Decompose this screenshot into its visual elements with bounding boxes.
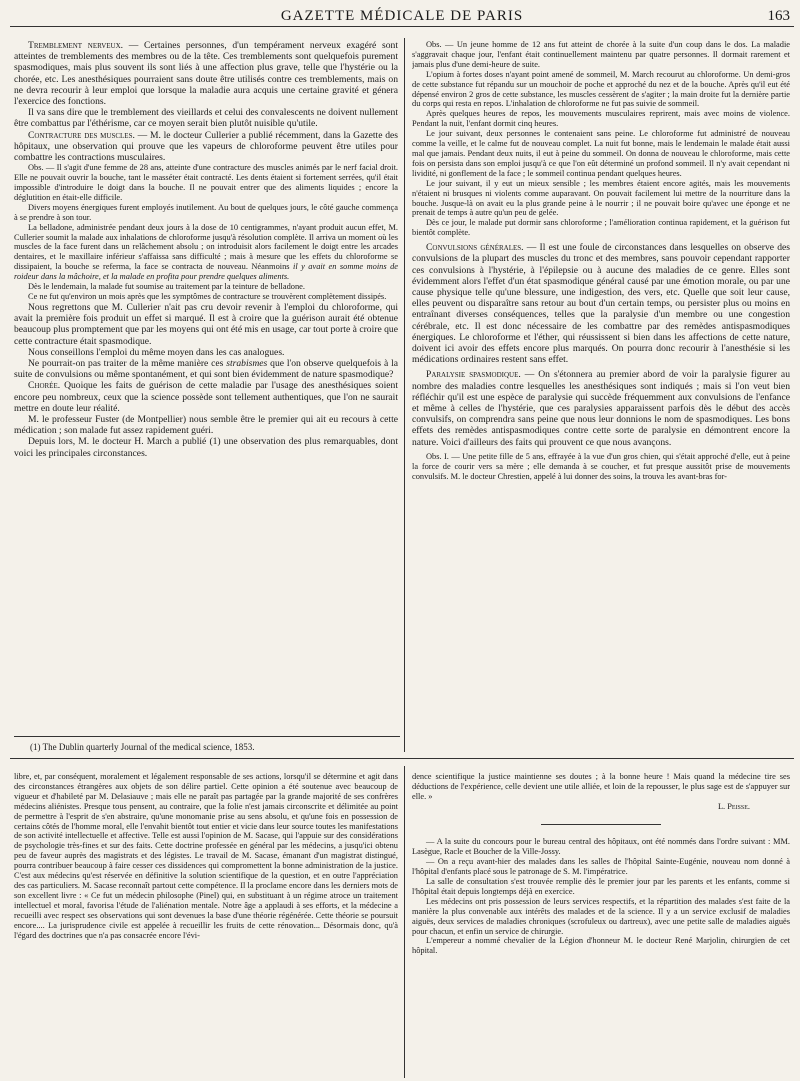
separator — [541, 824, 661, 825]
observation: Obs. — Un jeune homme de 12 ans fut atteint de chorée à la suite d'un coup dans le dos. La maladie s'aggravait chaque jour, l'enfant était continuellement maintenu par quatre personnes. Il dormait rarement et jamais plus d'une demi-heure de suite. — [412, 40, 790, 69]
italic-text: il y avait en somme moins de roideur dans la mâchoire, et la malade en profita pour prendre quelques aliments. — [14, 262, 398, 282]
text-contracture: — M. le docteur Cullerier a publié récemment, dans la Gazette des hôpitaux, une observation qui prouve que les vapeurs de chloroforme peuvent être utiles pour combattre les contractions musculaires. — [14, 129, 398, 164]
news-item: — On a reçu avant-hier des malades dans les salles de l'hôpital Sainte-Eugénie, nouveau nom donné à l'hôpital d'enfants placé sous le patronage de S. M. l'impératrice. — [412, 857, 790, 877]
paragraph — [14, 358, 398, 380]
heading-tremblement: Tremblement nerveux. — [28, 40, 124, 51]
paragraph: Ce ne fut qu'environ un mois après que les symptômes de contracture se trouvèrent complètement dissipés. — [28, 292, 387, 302]
column-divider-top — [404, 38, 405, 752]
article-convulsions — [412, 242, 790, 365]
article-choree — [14, 380, 398, 414]
article-tremblement — [14, 40, 398, 107]
paragraph: Le jour suivant, deux personnes le contenaient sans peine. Le chloroforme fut administré de nouveau comme la veille, et le calme fut de nouveau complet. La nuit fut bonne, mais le lendemain le malade était aussi mal que jamais. Pendant deux nuits, il eut à peine du sommeil. On donna de nouveau le chloroforme, mais cette fois on persista dans son emploi jusqu'à ce que l'on eût déterminé un profond sommeil. Il n'y avait cependant ni lividité, ni gonflement de la face ; le sommeil continua pendant quelques heures. — [412, 129, 790, 178]
paragraph: Le jour suivant, il y eut un mieux sensible ; les membres étaient encore agités, mais les mouvements n'étaient ni brusques ni violents comme auparavant. On pouvait facilement lui mettre de la nourriture dans la bouche. Jusque-là on avait eu la plus grande peine à le nourrir ; il ne pouvait boire qu'avec une éponge et ne prenait de temps à autre qu'un peu de gelée. — [412, 178, 790, 218]
text: que l'on observe quelquefois à la suite de convulsions ou même spontanément, et qui sont bien évidemment de nature spasmodique? — [14, 357, 398, 381]
paragraph — [14, 223, 398, 282]
observation: Obs. — Il s'agit d'une femme de 28 ans, atteinte d'une contracture des muscles animés par le nerf facial droit. Elle ne pouvait ouvrir la bouche, tant le masséter était contracté. Les dents étaient si fortement serrées, qu'il était impossible d'introduire le doigt dans la bouche. Il ne pouvait entrer que des aliments liquides ; encore la déglutition en était-elle difficile. — [14, 163, 398, 202]
column-divider-bottom — [404, 766, 405, 1078]
paragraph: Depuis lors, M. le docteur H. March a publié (1) une observation des plus remarquables, dont voici les principales circonstances. — [14, 436, 398, 459]
article-contracture — [14, 130, 398, 164]
page-number: 163 — [767, 8, 790, 24]
text-tremblement: — Certaines personnes, d'un tempérament nerveux exagéré sont atteintes de tremblements des membres ou de la tête. Ces tremblements sont quelquefois purement spasmodiques, mais plus souvent ils sont liés à une affection plus grave, telle que l'hystérie ou la chorée, etc. Les anesthésiques pourraient sans doute être utilisés contre ces tremblements, mais on ne devra recourir à leur emploi que lorsque la maladie aura acquis une certaine gravité et génera l'exercice des fonctions. — [14, 40, 398, 108]
paragraph: M. le professeur Fuster (de Montpellier) nous semble être le premier qui ait eu recours à cette médication ; son malade fut assez rapidement guéri. — [14, 413, 398, 437]
paragraph: Divers moyens énergiques furent employés inutilement. Au bout de quelques jours, le côté gauche commença à se prendre à son tour. — [14, 202, 398, 222]
news-item: L'empereur a nommé chevalier de la Légion d'honneur M. le docteur René Marjolin, chirurgien de cet hôpital. — [412, 936, 790, 956]
news-item: La salle de consultation s'est trouvée remplie dès le premier jour par les parents et les enfants, comme si l'hôpital était depuis longtemps déjà en exercice. — [412, 877, 790, 896]
column-right-top — [412, 40, 790, 740]
text-paralysie: — On s'étonnera au premier abord de voir la paralysie figurer au nombre des maladies contre lesquelles les anesthésiques sont indiqués ; mais si l'on veut bien réfléchir qu'il est une espèce de paralysie qui succède fréquemment aux convulsions de l'enfance et même à celles de l'hystérie, que ces paralysies apparaissent parfois dès le début des accès convulsifs, on comprendra sans peine que nous leur donnions le nom de spasmodiques. Les bons effets des remèdes antispasmodiques contre cette sorte de paralysie en démontrent encore la nature. Voici d'ailleurs des faits qui prouvent ce que nous avançons. — [412, 369, 790, 448]
column-left-bottom — [14, 772, 398, 1078]
news-item: Les médecins ont pris possession de leurs services respectifs, et la répartition des malades s'est faite de la manière la plus convenable aux intérêts des malades et de la science. Il y a un service exclusif de maladies aiguës, deux services de maladies chroniques (scrofuleux ou dartreux), avec une petite salle de maladies aiguës pour chacun, et enfin un service de chirurgie. — [412, 896, 790, 936]
article-paralysie — [412, 369, 790, 447]
heading-paralysie: Paralysie spasmodique. — [426, 369, 521, 381]
paragraph: Dès le lendemain, la malade fut soumise au traitement par la teinture de belladone. — [28, 282, 305, 292]
footnote: (1) The Dublin quarterly Journal of the medical science, 1853. — [30, 742, 255, 752]
page-header — [10, 6, 794, 27]
paragraph: libre, et, par conséquent, moralement et légalement responsable de ses actions, lorsqu'il se détermine et agit dans des circonstances étrangères aux objets de son délire partiel. Cette opinion a été soutenue avec beaucoup de vigueur et d'habileté par M. Delasiauve ; mais elle ne paraît pas partagée par la grande majorité de ses confrères médecins aliénistes. Presque tous pensent, au contraire, que la folie n'est jamais circonscrite et délimitée au point de permettre à l'esprit de s'en abstraire, qu'une monomanie prise au sens absolu, et qu'une fois en possession de certains côtés de l'homme moral, elle l'envahit bientôt tout entier et vicie dans leur source toutes les manifestations de son activité intellectuelle et affective. Telle est aussi l'opinion de M. Sacase, qui l'appuie sur des considérations de psychologie très-fines et sur des faits. Cette doctrine professée en général par les médecins, a jusqu'ici obtenu peu de faveur auprès des magistrats et des légistes. Le travail de M. Sacase, émanant d'un magistrat distingué, pourra contribuer beaucoup à faire cesser ces dissidences qui compromettent la bonne administration de la justice. C'est aux médecins qu'est réservée en définitive la solution scientifique de la question, et en outre l'appréciation des cas particuliers. M. Sacase reconnaît partout cette compétence. Il la proclame encore dans les derniers mots de son excellent livre : « Ce fut un médecin philosophe (Pinel) qui, en substituant à un régime atroce un traitement intellectuel et moral, favorisa l'étude de l'aliénation mentale. Notre âge a applaudi à ses efforts, et la médecine a recueilli avec respect ses observations qui sont devenues la base d'une théorie régénérée. Cette théorie se poursuit encore.... La jurisprudence civile est appelée à recueillir les fruits de cette rénovation... Désormais donc, qu'à l'égard des doctrines que n'a pas consacrée encore l'évi- — [14, 772, 398, 940]
italic-text: strabismes — [226, 357, 268, 369]
signature: L. Peisse. — [717, 801, 750, 811]
paragraph: dence scientifique la justice maintienne ses doutes ; à la bonne heure ! Mais quand la médecine tire ses déductions de l'expérience, celle devient une utile alliée, et loin de la repousser, le plus sage est de s'appuyer sur elle. » — [412, 772, 790, 801]
journal-title: GAZETTE MÉDICALE DE PARIS — [280, 8, 524, 24]
paragraph: Nous regrettons que M. Cullerier n'ait pas cru devoir revenir à l'emploi du chloroforme, qui avait la première fois produit un effet si marqué. Il est à croire que la guérison aurait été obtenue beaucoup plus promptement que par les moyens qui ont été mis en usage, car tout porte à croire que cette contracture était spasmodique. — [14, 301, 398, 347]
section-divider — [10, 758, 794, 759]
heading-contracture: Contracture des muscles. — [28, 129, 135, 141]
footnote-rule — [14, 736, 400, 737]
paragraph: Il va sans dire que le tremblement des vieillards et celui des convalescents ne doivent nullement être combattus par l'éthérisme, car ce moyen serait bien plutôt nuisible qu'utile. — [14, 107, 398, 130]
column-left-top — [14, 40, 398, 730]
text-choree: Quoique les faits de guérison de cette maladie par l'usage des anesthésiques soient encore peu nombreux, ceux que la science possède sont tellement authentiques, que l'on ne saurait mettre en doute leur réalité. — [14, 380, 398, 414]
text-convulsions: — Il est une foule de circonstances dans lesquelles on observe des convulsions de la plupart des muscles du tronc et des membres, sans pouvoir cependant rapporter ces convulsions à l'hystérie, à l'épilepsie ou à aucune des maladies de ce genre. Elles sont évidemment alors l'effet d'un état spasmodique général causé par une émotion morale, ou par une cause physique telle qu'une blessure, une indigestion, des vers, etc. Quelle que soit leur cause, elles peuvent ou disparaître sans retour au bout d'un certain temps, ou persister plus ou moins en entraînant diverses conséquences, telles que la paralysie d'un membre ou une congestion cérébrale, etc. Il est donc nécessaire de les combattre par des remèdes antispasmodiques énergiques. Le chloroforme et l'éther, qui réussissent si bien dans les affections de cette nature, doivent ici avoir des effets encore plus marqués. On pourra donc recourir à l'anesthésie si les médications ordinaires restent sans effet. — [412, 242, 790, 366]
newspaper-page — [10, 0, 794, 1081]
paragraph: Nous conseillons l'emploi du même moyen dans les cas analogues. — [28, 346, 285, 358]
heading-convulsions: Convulsions générales. — [426, 242, 524, 254]
news-item: — A la suite du concours pour le bureau central des hôpitaux, ont été nommés dans l'ordre suivant : MM. Lasègue, Racle et Boucher de la Ville-Jossy. — [412, 837, 790, 857]
column-right-bottom — [412, 772, 790, 1078]
heading-choree: Chorée. — [28, 380, 61, 392]
paragraph: Dès ce jour, le malade put dormir sans chloroforme ; l'amélioration continua rapidement, et la guérison fut bientôt complète. — [412, 218, 790, 238]
observation: Obs. I. — Une petite fille de 5 ans, effrayée à la vue d'un gros chien, qui s'était approché d'elle, eut à peine la force de courir vers sa mère ; elle demanda à se coucher, et fut presque aussitôt prise de mouvements convulsifs. M. le docteur Chrestien, appelé à lui donner des soins, la trouva les avant-bras for- — [412, 451, 790, 481]
text: Ne pourrait-on pas traiter de la même manière ces — [28, 357, 227, 369]
paragraph: Après quelques heures de repos, les mouvements musculaires reprirent, mais avec moins de violence. Pendant la nuit, l'enfant dormit cinq heures. — [412, 109, 790, 129]
paragraph: L'opium à fortes doses n'ayant point amené de sommeil, M. March recourut au chloroforme. Un demi-gros de cette substance fut répandu sur un mouchoir de poche et approché du nez et de la bouche. Après qu'il eut été dépensé environ 2 gros de cette substance, les muscles cessèrent de s'agiter ; la main droite fut la dernière partie du corps qui resta en repos. L'inhalation de chloroforme ne fut pas suivie de sommeil. — [412, 69, 790, 109]
text: La belladone, administrée pendant deux jours à la dose de 10 centigrammes, n'ayant produit aucun effet, M. Cullerier soumit la malade aux inhalations de chloroforme jusqu'à résolution complète. Il arriva un moment où les muscles de la face furent dans un relâchement absolu ; on introduisit alors facilement le doigt entre les arcades dentaires, et le maxillaire inférieur s'affaissa sans difficulté ; mais à mesure que les effets du chloroforme se dissipaient, la bouche se referma, la face se contracta de nouveau. Néanmoins — [14, 222, 398, 272]
